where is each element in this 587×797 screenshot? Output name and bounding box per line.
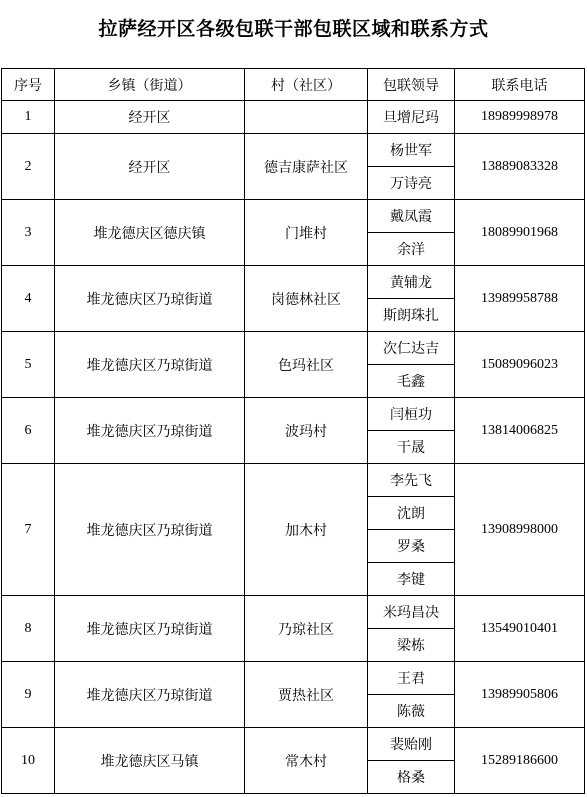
cell-phone: 13908998000 bbox=[455, 464, 585, 596]
cell-leader: 余洋 bbox=[368, 233, 455, 266]
cell-leader: 王君 bbox=[368, 662, 455, 695]
table-row bbox=[2, 596, 585, 629]
cell-no: 9 bbox=[2, 662, 55, 728]
header-no: 序号 bbox=[2, 69, 55, 101]
cell-leader: 戴凤霞 bbox=[368, 200, 455, 233]
cell-leader: 杨世军 bbox=[368, 134, 455, 167]
cell-village: 乃琼社区 bbox=[245, 596, 368, 662]
cell-no: 4 bbox=[2, 266, 55, 332]
table-row bbox=[2, 662, 585, 695]
cell-no: 7 bbox=[2, 464, 55, 596]
cell-no: 3 bbox=[2, 200, 55, 266]
cell-leader: 斯朗珠扎 bbox=[368, 299, 455, 332]
cell-leader: 梁栋 bbox=[368, 629, 455, 662]
cell-village: 常木村 bbox=[245, 728, 368, 794]
cell-leader: 罗桑 bbox=[368, 530, 455, 563]
cell-town: 堆龙德庆区乃琼街道 bbox=[55, 464, 245, 596]
cell-phone: 18089901968 bbox=[455, 200, 585, 266]
cell-village: 德吉康萨社区 bbox=[245, 134, 368, 200]
table-row bbox=[2, 464, 585, 497]
table-row bbox=[2, 134, 585, 167]
cell-leader: 裴贻刚 bbox=[368, 728, 455, 761]
header-phone: 联系电话 bbox=[455, 69, 585, 101]
cell-town: 堆龙德庆区乃琼街道 bbox=[55, 266, 245, 332]
cell-town: 堆龙德庆区乃琼街道 bbox=[55, 596, 245, 662]
table-body bbox=[2, 101, 585, 794]
cell-village: 波玛村 bbox=[245, 398, 368, 464]
header-leader: 包联领导 bbox=[368, 69, 455, 101]
page-title: 拉萨经开区各级包联干部包联区域和联系方式 bbox=[98, 18, 489, 40]
cell-phone: 15289186600 bbox=[455, 728, 585, 794]
cell-town: 堆龙德庆区乃琼街道 bbox=[55, 332, 245, 398]
cell-leader: 格桑 bbox=[368, 761, 455, 794]
cell-village: 岗德林社区 bbox=[245, 266, 368, 332]
table-row bbox=[2, 398, 585, 431]
cell-leader: 万诗亮 bbox=[368, 167, 455, 200]
cell-leader: 米玛昌决 bbox=[368, 596, 455, 629]
cell-leader: 沈朗 bbox=[368, 497, 455, 530]
cell-phone: 15089096023 bbox=[455, 332, 585, 398]
cell-no: 10 bbox=[2, 728, 55, 794]
cell-town: 堆龙德庆区乃琼街道 bbox=[55, 662, 245, 728]
cell-leader: 闫桓功 bbox=[368, 398, 455, 431]
cell-phone: 13549010401 bbox=[455, 596, 585, 662]
header-row bbox=[2, 69, 585, 101]
cell-phone: 13814006825 bbox=[455, 398, 585, 464]
cell-town: 经开区 bbox=[55, 101, 245, 134]
cell-village: 门堆村 bbox=[245, 200, 368, 266]
cell-leader: 陈薇 bbox=[368, 695, 455, 728]
cell-town: 堆龙德庆区乃琼街道 bbox=[55, 398, 245, 464]
table-row bbox=[2, 101, 585, 134]
cell-village: 贾热社区 bbox=[245, 662, 368, 728]
cell-leader: 毛鑫 bbox=[368, 365, 455, 398]
table-row bbox=[2, 332, 585, 365]
cell-leader: 次仁达吉 bbox=[368, 332, 455, 365]
table-row bbox=[2, 266, 585, 299]
cell-no: 2 bbox=[2, 134, 55, 200]
cell-phone: 13889083328 bbox=[455, 134, 585, 200]
cell-town: 堆龙德庆区马镇 bbox=[55, 728, 245, 794]
cell-leader: 李键 bbox=[368, 563, 455, 596]
cell-leader: 干晟 bbox=[368, 431, 455, 464]
cell-town: 堆龙德庆区德庆镇 bbox=[55, 200, 245, 266]
cell-town: 经开区 bbox=[55, 134, 245, 200]
cell-village: 色玛社区 bbox=[245, 332, 368, 398]
cell-phone: 13989958788 bbox=[455, 266, 585, 332]
cell-leader: 李先飞 bbox=[368, 464, 455, 497]
cell-leader: 黄辅龙 bbox=[368, 266, 455, 299]
cell-phone: 13989905806 bbox=[455, 662, 585, 728]
cell-no: 1 bbox=[2, 101, 55, 134]
cell-no: 6 bbox=[2, 398, 55, 464]
table-row bbox=[2, 728, 585, 761]
cell-phone: 18989998978 bbox=[455, 101, 585, 134]
header-village: 村（社区） bbox=[245, 69, 368, 101]
cell-leader: 旦增尼玛 bbox=[368, 101, 455, 134]
cell-village bbox=[245, 101, 368, 134]
table-row bbox=[2, 200, 585, 233]
cell-village: 加木村 bbox=[245, 464, 368, 596]
contacts-table bbox=[1, 68, 585, 794]
cell-no: 8 bbox=[2, 596, 55, 662]
header-town: 乡镇（街道） bbox=[55, 69, 245, 101]
cell-no: 5 bbox=[2, 332, 55, 398]
